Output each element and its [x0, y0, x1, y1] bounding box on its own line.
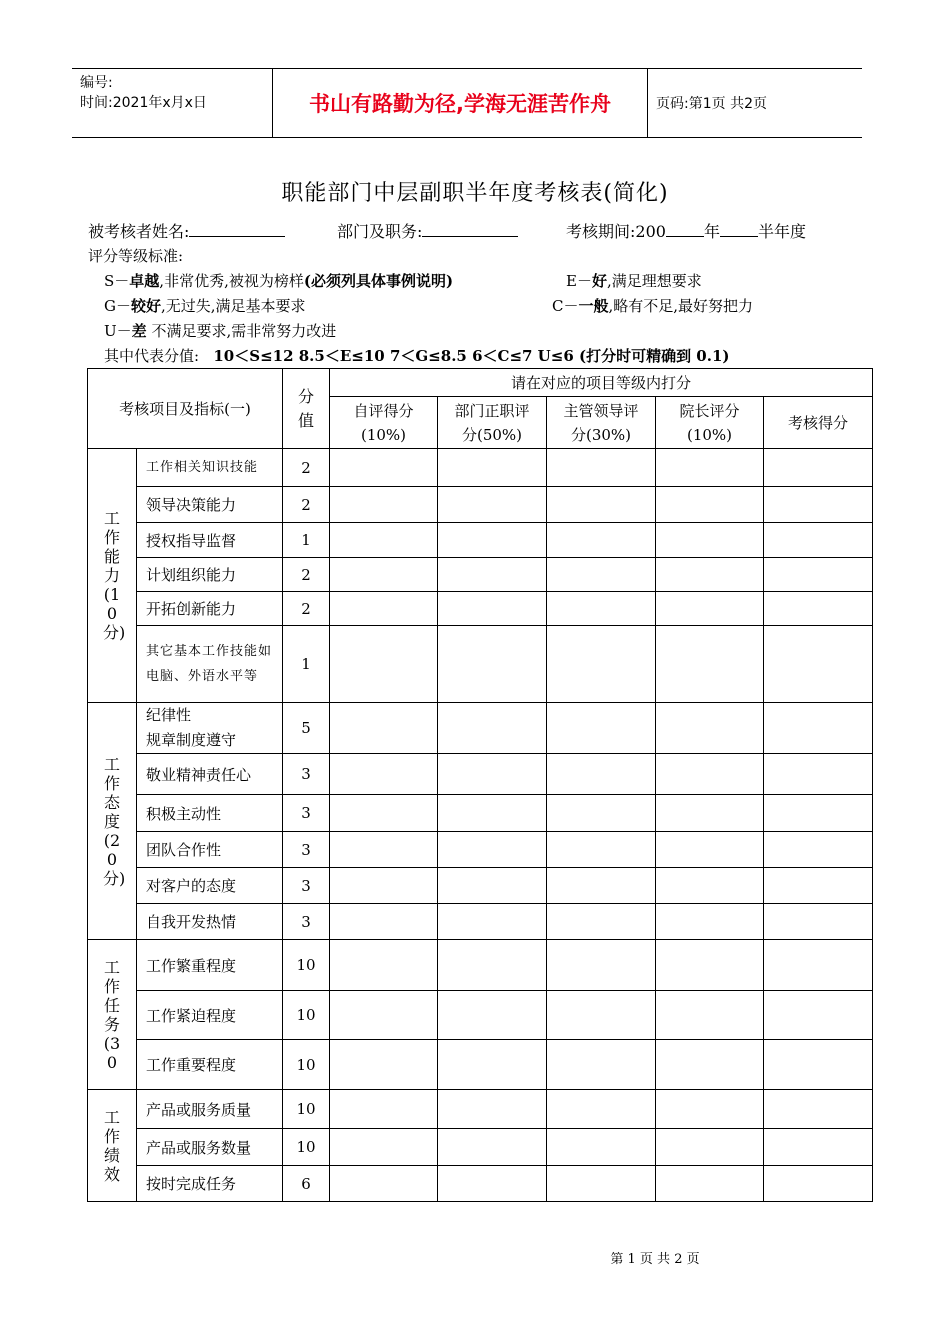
- score-cell[interactable]: [330, 940, 438, 991]
- header-dean: 院长评分 (10%): [656, 397, 764, 449]
- table-row: [88, 1090, 873, 1129]
- score-cell[interactable]: [438, 449, 547, 487]
- score-cell[interactable]: [438, 940, 547, 991]
- score-cell[interactable]: [764, 795, 873, 832]
- table-row: [88, 754, 873, 795]
- item-label: 工作紧迫程度: [137, 991, 283, 1040]
- table-row: [88, 991, 873, 1040]
- item-score: 10: [283, 1090, 330, 1129]
- item-score: 3: [283, 832, 330, 868]
- score-cell[interactable]: [656, 626, 764, 703]
- item-score: 10: [283, 1129, 330, 1166]
- score-cell[interactable]: [330, 558, 438, 592]
- score-cell[interactable]: [438, 1090, 547, 1129]
- score-cell[interactable]: [764, 1129, 873, 1166]
- score-cell[interactable]: [438, 1129, 547, 1166]
- score-cell[interactable]: [656, 795, 764, 832]
- item-label: 开拓创新能力: [137, 592, 283, 626]
- half-blank[interactable]: [720, 222, 758, 237]
- item-label: 工作相关知识技能: [137, 449, 283, 487]
- score-cell[interactable]: [330, 1166, 438, 1202]
- score-cell[interactable]: [764, 991, 873, 1040]
- name-label: 被考核者姓名:: [88, 222, 190, 241]
- score-cell[interactable]: [438, 523, 547, 558]
- score-cell[interactable]: [656, 487, 764, 523]
- category-performance: 工作绩效: [88, 1090, 137, 1202]
- item-label: 产品或服务数量: [137, 1129, 283, 1166]
- item-score: 2: [283, 558, 330, 592]
- item-score: 10: [283, 1040, 330, 1090]
- score-cell[interactable]: [438, 1166, 547, 1202]
- score-cell[interactable]: [764, 832, 873, 868]
- score-cell[interactable]: [764, 904, 873, 940]
- item-label: 计划组织能力: [137, 558, 283, 592]
- item-label: 按时完成任务: [137, 1166, 283, 1202]
- item-label: 团队合作性: [137, 832, 283, 868]
- category-ability: 工作能力(10分): [88, 449, 137, 703]
- score-cell[interactable]: [656, 1166, 764, 1202]
- score-cell[interactable]: [656, 449, 764, 487]
- score-values: 其中代表分值: 10＜S≤12 8.5＜E≤10 7＜G≤8.5 6＜C≤7 U≤6 (打分时可精确到 0.1): [104, 347, 730, 365]
- score-cell[interactable]: [438, 487, 547, 523]
- year-blank[interactable]: [666, 222, 704, 237]
- header-supervisor: 主管领导评 分(30%): [547, 397, 656, 449]
- name-field: [88, 219, 285, 242]
- score-cell[interactable]: [330, 626, 438, 703]
- score-cell[interactable]: [438, 991, 547, 1040]
- item-score: 2: [283, 592, 330, 626]
- item-label: 工作重要程度: [137, 1040, 283, 1090]
- item-label: 授权指导监督: [137, 523, 283, 558]
- score-cell[interactable]: [656, 592, 764, 626]
- score-cell[interactable]: [547, 1166, 656, 1202]
- score-cell[interactable]: [764, 940, 873, 991]
- item-label: 纪律性 规章制度遵守: [137, 703, 283, 754]
- score-cell[interactable]: [438, 868, 547, 904]
- score-cell[interactable]: [547, 832, 656, 868]
- period-label: 考核期间:200: [566, 222, 666, 241]
- score-cell[interactable]: [547, 523, 656, 558]
- score-cell[interactable]: [547, 904, 656, 940]
- score-cell[interactable]: [547, 991, 656, 1040]
- item-score: 3: [283, 868, 330, 904]
- score-cell[interactable]: [764, 558, 873, 592]
- score-cell[interactable]: [547, 940, 656, 991]
- score-cell[interactable]: [764, 1166, 873, 1202]
- item-label: 积极主动性: [137, 795, 283, 832]
- score-cell[interactable]: [330, 523, 438, 558]
- score-cell[interactable]: [330, 487, 438, 523]
- score-cell[interactable]: [656, 754, 764, 795]
- score-cell[interactable]: [547, 592, 656, 626]
- score-cell[interactable]: [656, 1040, 764, 1090]
- table-row: [88, 1129, 873, 1166]
- header-item: 考核项目及指标(一): [88, 369, 283, 449]
- dept-field: [337, 219, 518, 242]
- score-cell[interactable]: [764, 449, 873, 487]
- header-divider: [647, 69, 648, 137]
- form-title: 职能部门中层副职半年度考核表(简化): [281, 181, 669, 206]
- score-cell[interactable]: [438, 904, 547, 940]
- score-cell[interactable]: [764, 487, 873, 523]
- score-cell[interactable]: [330, 592, 438, 626]
- score-cell[interactable]: [438, 592, 547, 626]
- score-cell[interactable]: [656, 703, 764, 754]
- table-row: [88, 626, 873, 703]
- motto: 书山有路勤为径,学海无涯苦作舟: [309, 92, 611, 116]
- table-row: [88, 592, 873, 626]
- score-cell[interactable]: [547, 1040, 656, 1090]
- score-cell[interactable]: [764, 626, 873, 703]
- page-footer: 第 1 页 共 2 页: [610, 1252, 700, 1267]
- score-cell[interactable]: [330, 703, 438, 754]
- score-cell[interactable]: [547, 558, 656, 592]
- item-label: 产品或服务质量: [137, 1090, 283, 1129]
- header-group: 请在对应的项目等级内打分: [330, 369, 873, 397]
- score-cell[interactable]: [656, 1129, 764, 1166]
- score-cell[interactable]: [764, 592, 873, 626]
- category-task: 工作任务(30: [88, 940, 137, 1090]
- standard-u: U－差 不满足要求,需非常努力改进: [104, 322, 337, 340]
- score-cell[interactable]: [764, 868, 873, 904]
- table-row: [88, 487, 873, 523]
- item-score: 3: [283, 904, 330, 940]
- table-row: [88, 449, 873, 487]
- score-cell[interactable]: [764, 1040, 873, 1090]
- document-header: [72, 68, 862, 138]
- score-cell[interactable]: [656, 904, 764, 940]
- time-label: 时间:2021年x月x日: [80, 95, 207, 111]
- standards-heading: 评分等级标准:: [88, 247, 184, 265]
- item-score: 3: [283, 754, 330, 795]
- score-cell[interactable]: [764, 1090, 873, 1129]
- score-cell[interactable]: [656, 558, 764, 592]
- score-cell[interactable]: [547, 1129, 656, 1166]
- table-row: [88, 1166, 873, 1202]
- standard-c: C－一般,略有不足,最好努把力: [552, 297, 754, 315]
- header-dept: 部门正职评 分(50%): [438, 397, 547, 449]
- item-score: 3: [283, 795, 330, 832]
- period-field: [566, 219, 806, 242]
- score-cell[interactable]: [547, 795, 656, 832]
- score-cell[interactable]: [438, 795, 547, 832]
- score-cell[interactable]: [330, 904, 438, 940]
- item-score: 10: [283, 940, 330, 991]
- item-label: 自我开发热情: [137, 904, 283, 940]
- score-cell[interactable]: [547, 754, 656, 795]
- score-cell[interactable]: [330, 1040, 438, 1090]
- score-cell[interactable]: [330, 868, 438, 904]
- score-cell[interactable]: [656, 832, 764, 868]
- score-cell[interactable]: [547, 868, 656, 904]
- category-attitude: 工作态度(20分): [88, 703, 137, 940]
- item-score: 1: [283, 523, 330, 558]
- table-row: [88, 940, 873, 991]
- score-cell[interactable]: [330, 754, 438, 795]
- score-cell[interactable]: [656, 991, 764, 1040]
- page-info: 页码:第1页 共2页: [656, 96, 767, 112]
- score-cell[interactable]: [764, 703, 873, 754]
- table-row: [88, 904, 873, 940]
- score-cell[interactable]: [330, 795, 438, 832]
- table-row: [88, 1040, 873, 1090]
- score-cell[interactable]: [656, 1090, 764, 1129]
- item-score: 5: [283, 703, 330, 754]
- item-label: 对客户的态度: [137, 868, 283, 904]
- score-cell[interactable]: [438, 626, 547, 703]
- header-meta: [80, 73, 275, 113]
- standard-e: E－好,满足理想要求: [566, 272, 702, 290]
- score-cell[interactable]: [764, 754, 873, 795]
- item-label: 工作繁重程度: [137, 940, 283, 991]
- standard-s: S－卓越,非常优秀,被视为榜样(必须列具体事例说明): [104, 272, 454, 290]
- item-label: 敬业精神责任心: [137, 754, 283, 795]
- score-cell[interactable]: [547, 487, 656, 523]
- score-cell[interactable]: [547, 626, 656, 703]
- table-row: [88, 523, 873, 558]
- standard-g: G－较好,无过失,满足基本要求: [104, 297, 306, 315]
- table-row: [88, 868, 873, 904]
- header-self: 自评得分 (10%): [330, 397, 438, 449]
- score-cell[interactable]: [656, 868, 764, 904]
- item-score: 2: [283, 487, 330, 523]
- number-label: 编号:: [80, 75, 113, 91]
- header-score: 分值: [283, 369, 330, 449]
- header-final: 考核得分: [764, 397, 873, 449]
- item-score: 1: [283, 626, 330, 703]
- score-cell[interactable]: [438, 1040, 547, 1090]
- item-score: 2: [283, 449, 330, 487]
- score-cell[interactable]: [656, 940, 764, 991]
- score-cell[interactable]: [656, 523, 764, 558]
- table-row: [88, 832, 873, 868]
- table-row: [88, 703, 873, 754]
- score-cell[interactable]: [547, 449, 656, 487]
- item-label: 其它基本工作技能如电脑、外语水平等: [137, 626, 283, 703]
- score-cell[interactable]: [547, 703, 656, 754]
- item-label: 领导决策能力: [137, 487, 283, 523]
- score-cell[interactable]: [438, 754, 547, 795]
- score-cell[interactable]: [330, 1090, 438, 1129]
- score-cell[interactable]: [330, 991, 438, 1040]
- score-cell[interactable]: [438, 832, 547, 868]
- name-blank[interactable]: [189, 222, 285, 237]
- score-cell[interactable]: [764, 523, 873, 558]
- score-cell[interactable]: [438, 703, 547, 754]
- half-label: 半年度: [757, 222, 806, 241]
- evaluation-table: [87, 368, 873, 1202]
- item-score: 10: [283, 991, 330, 1040]
- score-cell[interactable]: [438, 558, 547, 592]
- score-cell[interactable]: [330, 832, 438, 868]
- item-score: 6: [283, 1166, 330, 1202]
- dept-blank[interactable]: [422, 222, 518, 237]
- score-cell[interactable]: [547, 1090, 656, 1129]
- score-cell[interactable]: [330, 1129, 438, 1166]
- table-row: [88, 795, 873, 832]
- year-label: 年: [703, 222, 720, 241]
- dept-label: 部门及职务:: [337, 222, 423, 241]
- table-row: [88, 558, 873, 592]
- score-cell[interactable]: [330, 449, 438, 487]
